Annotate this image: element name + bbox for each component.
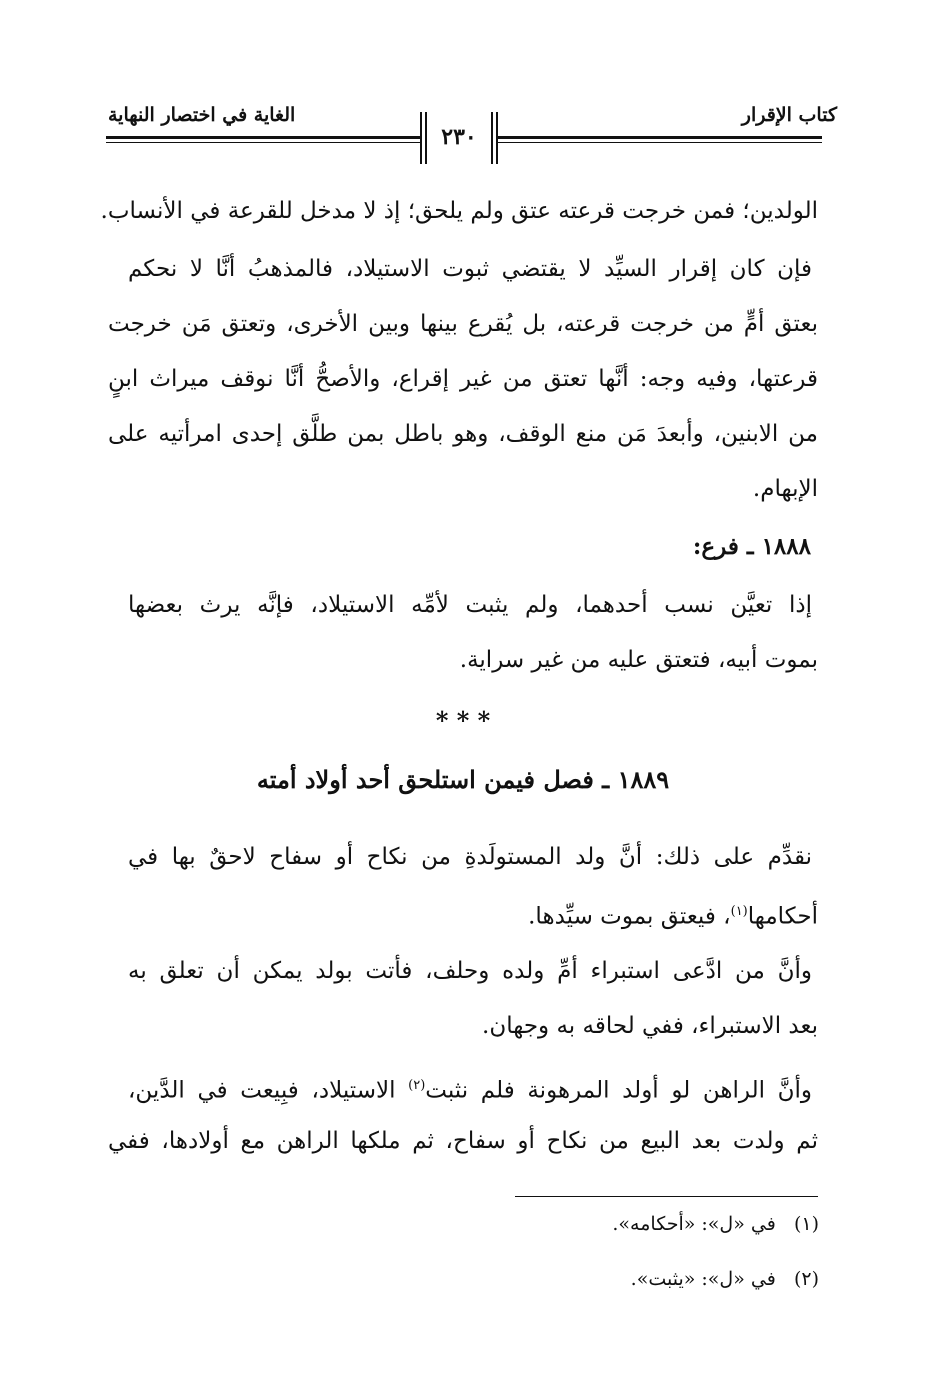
footnote-number: (١)	[793, 1213, 819, 1235]
text-line	[128, 1071, 812, 1106]
text-line	[108, 897, 818, 932]
footnote-ref-1: (١)	[730, 904, 748, 919]
chapter-title: كتاب الإقرار	[741, 104, 837, 126]
footnote-1	[612, 1213, 819, 1235]
text-span: وأنَّ الراهن لو أولد المرهونة فلم نثبت	[425, 1077, 812, 1104]
footnote-ref-2: (٢)	[408, 1078, 426, 1093]
text-span: الاستيلاد، فبِيعت في الدَّين،	[128, 1077, 409, 1104]
footnote-text: في «ل»: «أحكامه».	[612, 1213, 776, 1235]
book-title: الغاية في اختصار النهاية	[108, 104, 296, 126]
text-line: نقدِّم على ذلك: أنَّ ولد المستولَدةِ من نكاح أو سفاح لاحقٌ بها في	[128, 844, 812, 870]
page-number-box	[420, 112, 498, 164]
footnote-number: (٢)	[793, 1268, 819, 1290]
footnote-2	[631, 1268, 819, 1290]
text-line: إذا تعيَّن نسب أحدهما، ولم يثبت لأمِّه الاستيلاد، فإنَّه يرث بعضها	[128, 592, 812, 618]
text-line: بموت أبيه، فتعتق عليه من غير سراية.	[459, 647, 818, 673]
text-line: وأنَّ من ادَّعى استبراء أمِّ ولده وحلف، فأتت بولد يمكن أن تعلق به	[128, 958, 812, 984]
text-line: من الابنين، وأبعدَ مَن منع الوقف، وهو باطل بمن طلَّق إحدى امرأتيه على	[108, 421, 818, 447]
text-line: فإن كان إقرار السيِّد لا يقتضي ثبوت الاستيلاد، فالمذهبُ أنَّا لا نحكم	[128, 256, 812, 282]
section-separator: * * *	[435, 706, 491, 735]
page-number: ٢٣٠	[441, 124, 477, 150]
footnote-text: في «ل»: «يثبت».	[630, 1268, 776, 1290]
text-line: الولدين؛ فمن خرجت قرعته عتق ولم يلحق؛ إذ لا مدخل للقرعة في الأنساب.	[100, 198, 818, 224]
text-line: بعتق أمٍّ من خرجت قرعته، بل يُقرع بينها وبين الأخرى، وتعتق مَن خرجت	[108, 311, 818, 337]
section-heading-1889: ١٨٨٩ ـ فصل فيمن استلحق أحد أولاد أمته	[256, 765, 670, 794]
text-line: قرعتها، وفيه وجه: أنَّها تعتق من غير إقراع، والأصحُّ أنَّا نوقف ميراث ابنٍ	[108, 366, 818, 392]
text-span: أحكامها	[747, 903, 818, 930]
text-span: ، فيعتق بموت سيِّدها.	[528, 903, 731, 930]
text-line: ثم ولدت بعد البيع من نكاح أو سفاح، ثم ملكها الراهن مع أولادها، ففي	[108, 1128, 818, 1154]
text-line: بعد الاستبراء، ففي لحاقه به وجهان.	[482, 1013, 818, 1039]
footnote-rule	[515, 1196, 818, 1197]
text-line: الإبهام.	[752, 476, 818, 502]
section-heading-1888: ١٨٨٨ ـ فرع:	[692, 533, 811, 560]
